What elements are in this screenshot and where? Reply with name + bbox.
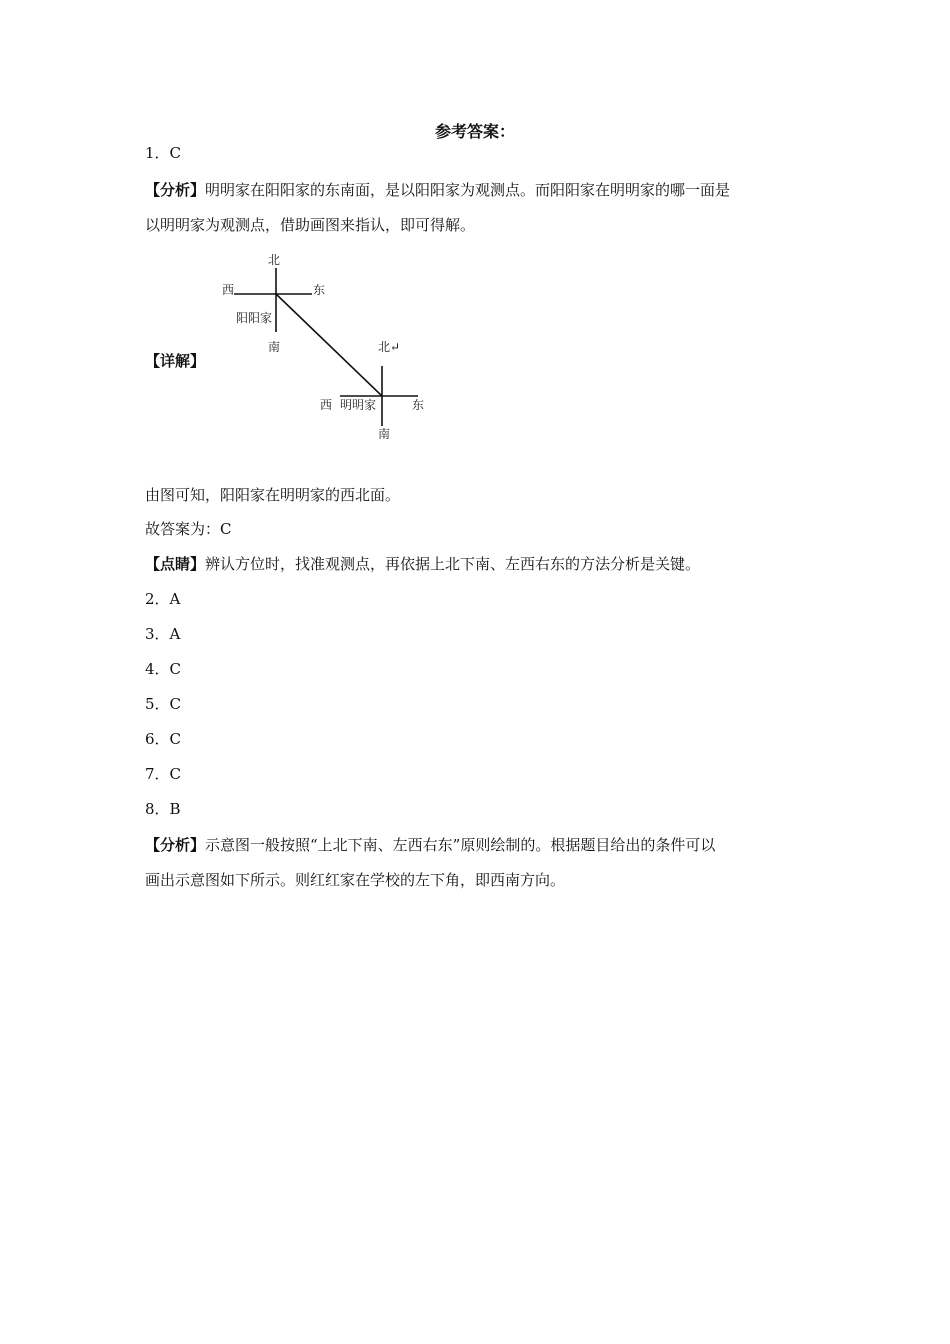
answer-8: 8．B	[145, 800, 181, 818]
answer-3: 3．A	[145, 625, 181, 643]
bottom-east-label: 东	[412, 398, 425, 412]
page-title: 参考答案：	[434, 122, 515, 141]
answer-1: 1．C	[145, 144, 182, 162]
analysis-tag: 【分析】	[145, 836, 206, 854]
analysis-tag: 【分析】	[145, 181, 206, 199]
analysis-1-line1	[145, 180, 730, 200]
bottom-south-label: 南	[378, 427, 391, 441]
tip-tag: 【点睛】	[145, 555, 206, 573]
connecting-line	[276, 294, 382, 396]
answer-2: 2．A	[145, 590, 181, 608]
top-north-label: 北	[268, 253, 281, 267]
analysis-8-line1	[145, 835, 715, 855]
top-south-label: 南	[268, 340, 281, 354]
bottom-place-label: 明明家	[340, 398, 377, 412]
bottom-west-label: 西	[320, 398, 333, 412]
answer-5: 5．C	[145, 695, 182, 713]
tip-1	[145, 554, 700, 574]
conclusion-1: 由图可知，阳阳家在明明家的西北面。	[145, 486, 401, 504]
analysis-1-line2: 以明明家为观测点，借助画图来指认，即可得解。	[145, 216, 476, 234]
top-west-label: 西	[222, 283, 235, 297]
tip-text: 辨认方位时，找准观测点，再依据上北下南、左西右东的方法分析是关键。	[205, 555, 701, 573]
analysis-text: 明明家在阳阳家的东南面，是以阳阳家为观测点。而阳阳家在明明家的哪一面是	[205, 181, 731, 199]
answer-7: 7．C	[145, 765, 182, 783]
answer-4: 4．C	[145, 660, 182, 678]
bottom-north-label: 北↵	[378, 340, 401, 354]
analysis-text: 示意图一般按照“上北下南、左西右东”原则绘制的。根据题目给出的条件可以	[205, 836, 716, 854]
top-east-label: 东	[313, 283, 326, 297]
direction-diagram	[200, 248, 440, 452]
top-place-label: 阳阳家	[236, 311, 273, 325]
answer-6: 6．C	[145, 730, 182, 748]
analysis-8-line2: 画出示意图如下所示。则红红家在学校的左下角，即西南方向。	[145, 871, 566, 889]
final-answer-1: 故答案为：C	[145, 520, 232, 538]
detail-tag: 【详解】	[145, 352, 206, 370]
